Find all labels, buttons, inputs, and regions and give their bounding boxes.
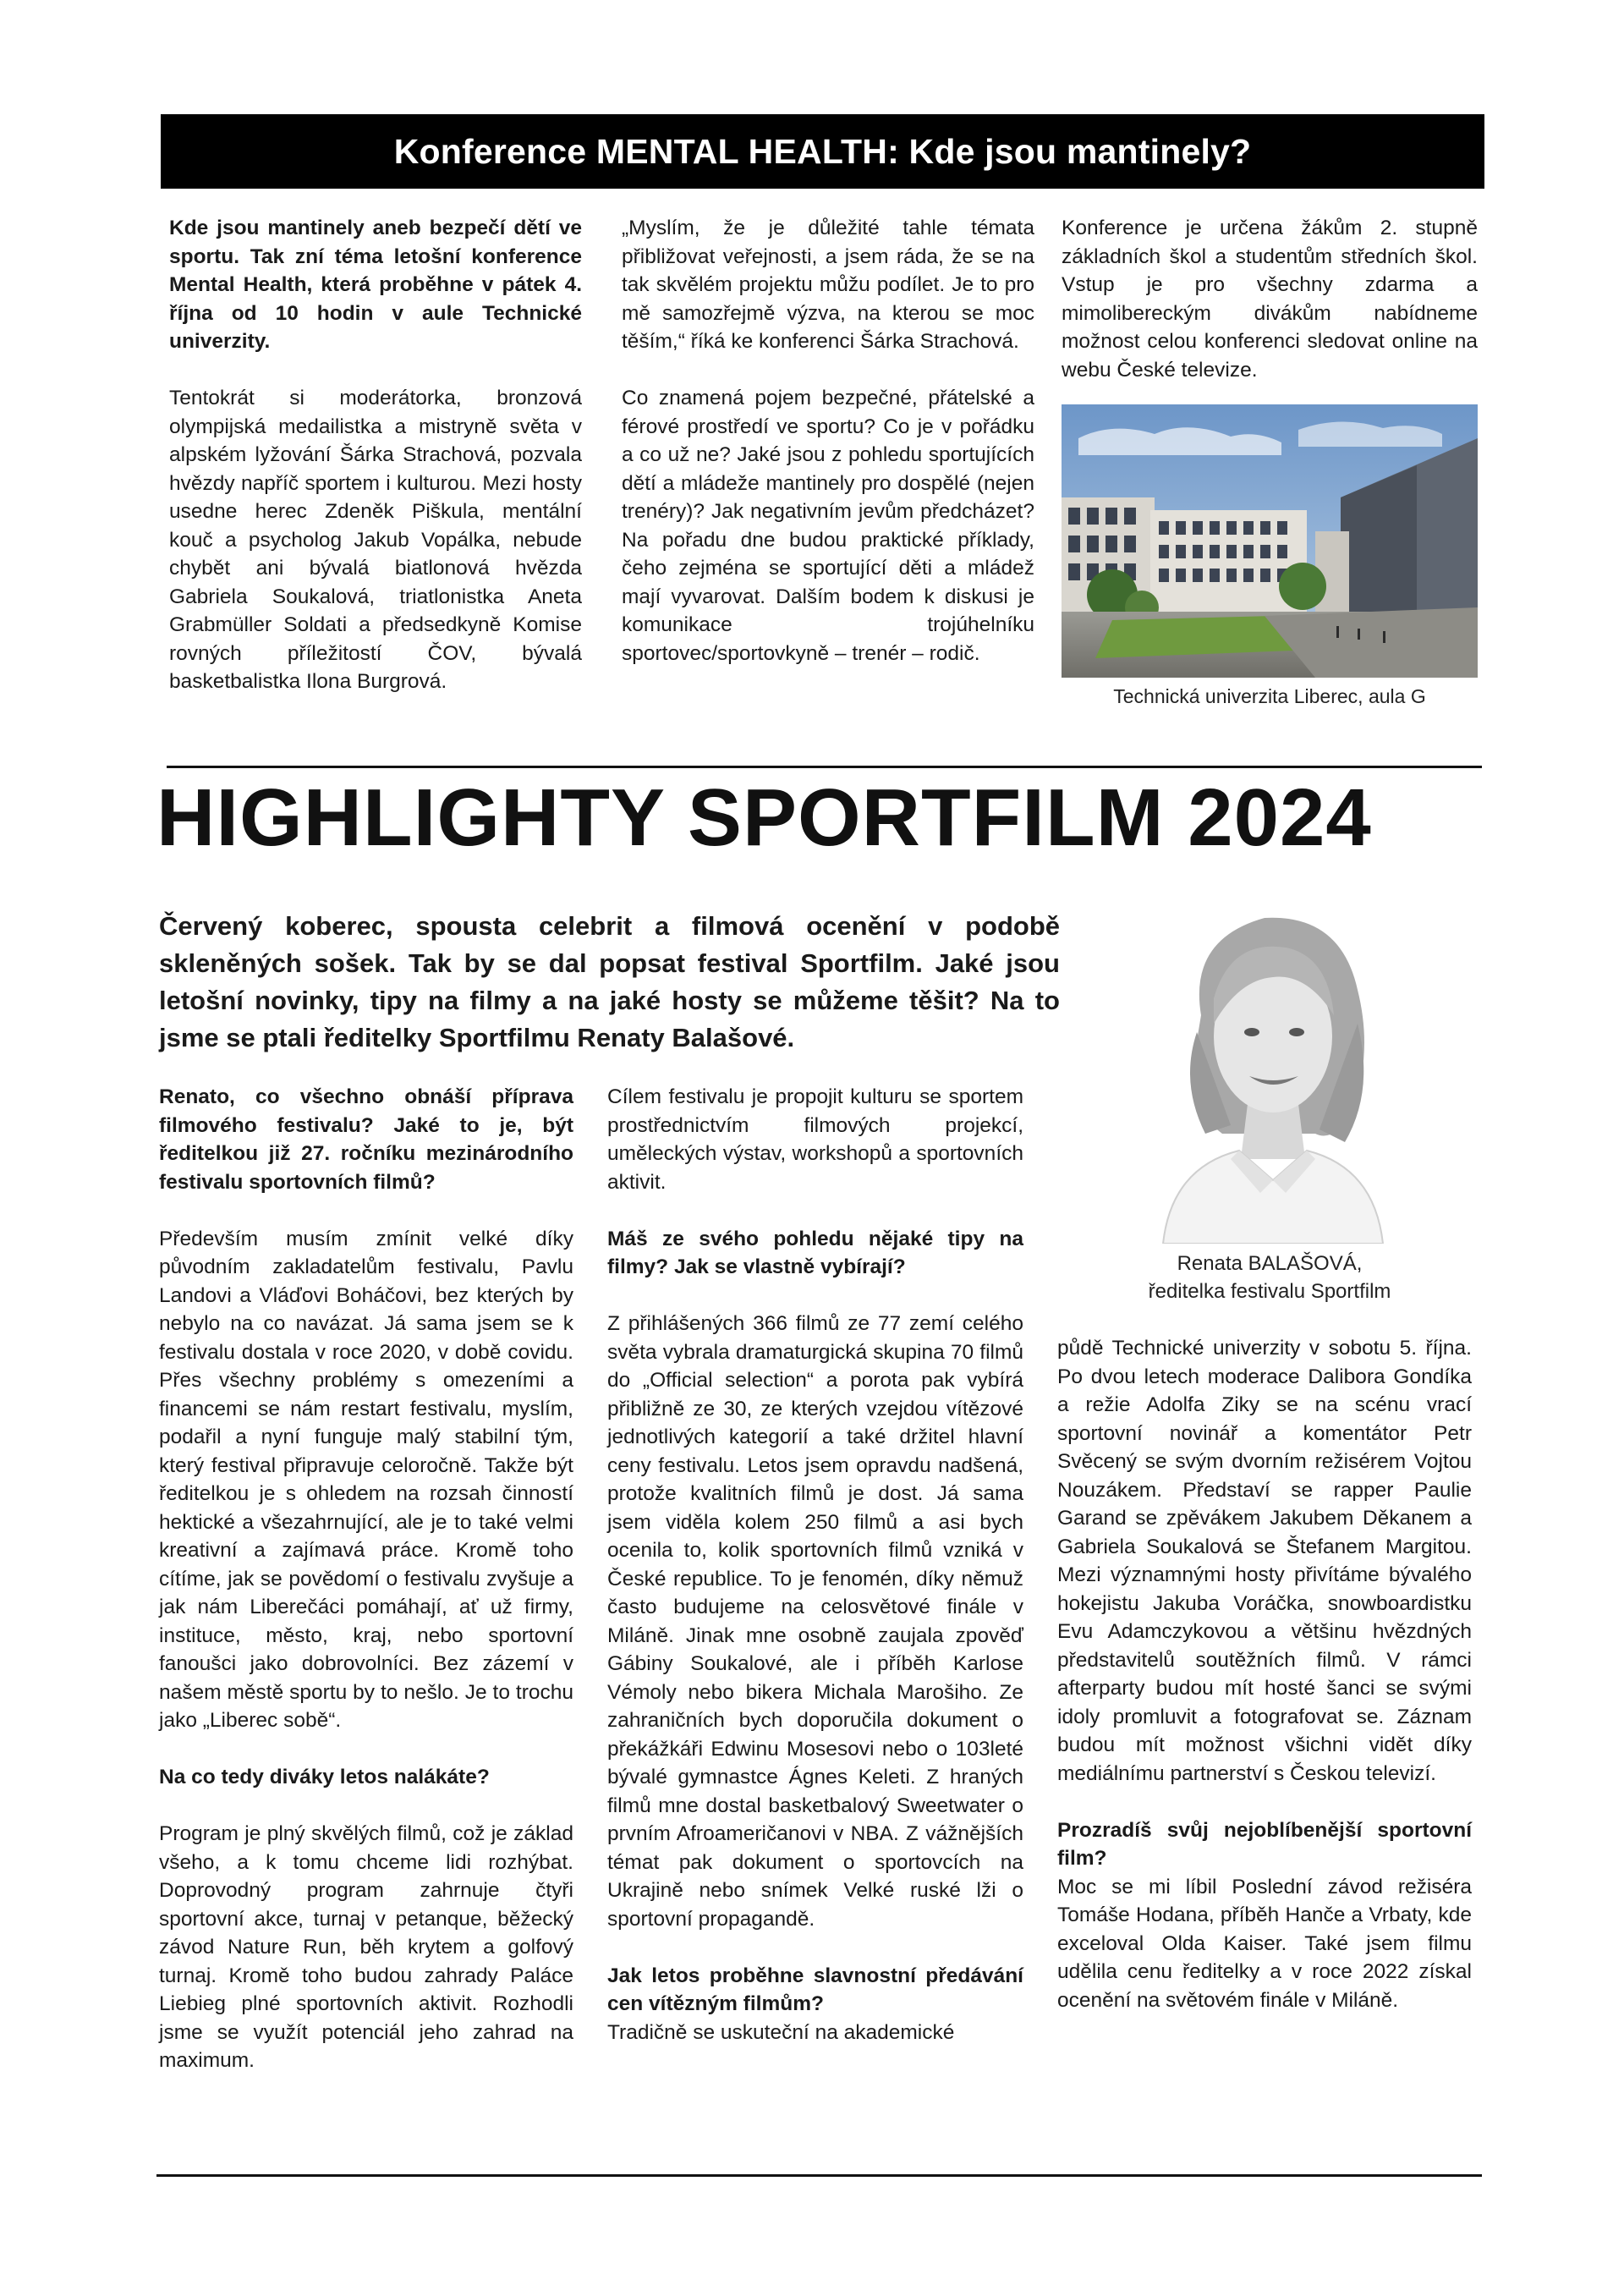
interview-answer: Z přihlášených 366 filmů ze 77 zemí celého světa vybrala dramaturgická skupina 70 filmů do „Official selection“ a porota pak vybírá přibližně ze 30, ze kterých vzejdou vítězové jednotlivých kategorií a také držitel hlavní ceny festivalu. Letos jsem opravdu nadšená, protože kvalitních filmů je dost. Já sama jsem viděla kolem 250 filmů a asi bych ocenila to, kolik sportovních filmů vzniká v České republice. To je fenomén, díky němuž často budujeme na celosvětové finále v Miláně. Jinak mne osobně zaujala zpověď Gábiny Soukalové, ale i příběh Karlose Vémoly nebo bikera Michala Marošiho. Ze zahraničních bych doporučila dokument o překážkáři Edwinu Mosesovi nebo o 103leté bývalé gymnastce Ágnes Keleti. Z hraných filmů mne dostal basketbalový Sweetwater o prvním Afroameričanovi v NBA. Z vážnějších témat pak dokument o sportovcích na Ukrajině nebo snímek Velké ruské lži o sportovní propagandě.	[607, 1312, 1023, 1931]
sportfilm-column-1	[159, 1083, 573, 2075]
interview-question: Máš ze svého pohledu nějaké tipy na filmy? Jak se vlastně vybírají?	[607, 1227, 1023, 1278]
section-divider	[167, 766, 1482, 768]
interview-answer: Cílem festivalu je propojit kulturu se sportem prostřednictvím filmových projekcí, uměleckých výstav, workshopů a sportovních aktivit.	[607, 1085, 1023, 1194]
sportfilm-column-3	[1057, 1334, 1472, 2014]
conference-audience-info: Konference je určena žákům 2. stupně základních škol a studentům středních škol. Vstup je pro všechny zdarma a mimolibereckým divákům nabídneme možnost celou konferenci sledovat online na webu České televize.	[1062, 217, 1478, 382]
portrait-caption-name: Renata BALAŠOVÁ,	[1177, 1252, 1363, 1275]
interview-question: Na co tedy diváky letos nalákáte?	[159, 1766, 490, 1788]
conference-intro: Kde jsou mantinely aneb bezpečí dětí ve sportu. Tak zní téma letošní konference Mental Health, která proběhne v pátek 4. října od 10 hodin v aule Technické univerzity.	[169, 217, 582, 353]
sportfilm-lead: Červený koberec, spousta celebrit a filmová ocenění v podobě skleněných sošek. Tak by se dal popsat festival Sportfilm. Jaké jsou letošní novinky, tipy na filmy a na jaké hosty se můžeme těšit? Na to jsme se ptali ředitelky Sportfilmu Renaty Balašové.	[159, 911, 1060, 1052]
interview-answer: Tradičně se uskuteční na akademické	[607, 2020, 955, 2044]
portrait-caption-role: ředitelka festivalu Sportfilm	[1148, 1280, 1391, 1303]
university-building-image	[1062, 404, 1478, 678]
conference-column-1	[169, 214, 582, 696]
conference-paragraph: Tentokrát si moderátorka, bronzová olympijská medailistka a mistryně světa v alpském lyžování Šárka Strachová, pozvala hvězdy napříč sportem i kulturou. Mezi hosty usedne herec Zdeněk Piškula, mentální kouč a psycholog Jakub Vopálka, nebude chybět ani bývalá biatlonová hvězda Gabriela Soukalová, triatlonistka Aneta Grabmüller Soldati a předsedkyně Komise rovných příležitostí ČOV, bývalá basketbalistka Ilona Burgrová.	[169, 387, 582, 693]
interview-question: Renato, co všechno obnáší příprava filmového festivalu? Jaké to je, být ředitelkou již 27. ročníku mezinárodního festivalu sportovních filmů?	[159, 1085, 573, 1194]
conference-paragraph: Co znamená pojem bezpečné, přátelské a férové prostředí ve sportu? Co je v pořádku a co už ne? Jaké jsou z pohledu sportujících dětí a mládeže mantinely pro dospělé (nejen trenéry)? Jak negativním jevům předcházet? Na pořadu dne budou praktické příklady, čeho zejména se sportující děti a mládež mají vyvarovat. Dalším bodem k diskusi je komunikace trojúhelníku sportovec/sportovkyně – trenér – rodič.	[622, 387, 1034, 665]
conference-column-2	[622, 214, 1034, 668]
bottom-divider	[156, 2174, 1482, 2177]
sportfilm-title: HIGHLIGHTY SPORTFILM 2024	[156, 772, 1372, 863]
strachova-quote: „Myslím, že je důležité tahle témata přibližovat veřejnosti, a jsem ráda, že se na tak skvělém projektu můžu podílet. Je to pro mě samozřejmě výzva, na kterou se moc těším,“ říká ke konferenci Šárka Strachová.	[622, 217, 1034, 353]
interview-question	[607, 1962, 1023, 2047]
conference-banner-title: Konference MENTAL HEALTH: Kde jsou mantinely?	[161, 114, 1484, 189]
interview-answer: Především musím zmínit velké díky původním zakladatelům festivalu, Pavlu Landovi a Vláďovi Boháčovi, bez kterých by nebylo na co navázat. Já sama jsem se k festivalu dostala v roce 2020, v době covidu. Přes všechny problémy s omezeními a financemi se nám restart festivalu, myslím, podařil a nyní funguje malý stabilní tým, který festival připravuje celoročně. Takže být ředitelkou je s ohledem na rozsah činností hektické a všezahrnující, ale je to také velmi kreativní a zajímavá práce. Kromě toho cítíme, jak se povědomí o festivalu zvyšuje a jak nám Liberečáci pomáhají, ať už firmy, instituce, město, kraj, nebo sportovní fanoušci jako dobrovolníci. Bez zázemí v našem městě sportu by to nešlo. Je to trochu jako „Liberec sobě“.	[159, 1227, 573, 1732]
conference-column-3	[1062, 214, 1478, 384]
interview-question-text: Jak letos proběhne slavnostní předávání cen vítězným filmům?	[607, 1964, 1023, 2015]
interview-question	[1057, 1816, 1472, 2015]
university-photo	[1062, 404, 1478, 678]
portrait-photo	[1104, 888, 1434, 1244]
photo-caption: Technická univerzita Liberec, aula G	[1113, 685, 1426, 707]
interview-answer: Program je plný skvělých filmů, což je základ všeho, a k tomu chceme lidi rozhýbat. Doprovodný program zahrnuje čtyři sportovní akce, turnaj v petanque, běžecký závod Nature Run, běh krytem a golfový turnaj. Kromě toho budou zahrady Paláce Liebieg plné sportovních aktivit. Rozhodli jsme se využít potenciál jeho zahrad na maximum.	[159, 1822, 573, 2072]
sportfilm-column-2	[607, 1083, 1023, 2047]
renata-balasova-portrait	[1104, 888, 1434, 1244]
interview-answer: půdě Technické univerzity v sobotu 5. října. Po dvou letech moderace Dalibora Gondíka a režie Adolfa Ziky se na scénu vrací sportovní novinář a komentátor Petr Svěcený se svým dvorním režisérem Vojtou Nouzákem. Představí se rapper Paulie Garand se zpěvákem Jakubem Děkanem a Gabriela Soukalová se Štefanem Margitou. Mezi významnými hosty přivítáme bývalého hokejistu Jakuba Voráčka, snowboardistku Evu Adamczykovou a většinu hvězdných představitelů soutěžních filmů. V rámci afterparty budou mít hosté šanci se svými idoly promluvit a fotografovat se. Záznam budou mít možnost všichni vidět díky mediálnímu partnerství s Českou televizí.	[1057, 1337, 1472, 1785]
interview-question-text: Prozradíš svůj nejoblíbenější sportovní film?	[1057, 1818, 1472, 1870]
interview-answer: Moc se mi líbil Poslední závod režiséra Tomáše Hodana, příběh Hanče a Vrbaty, kde exceloval Olda Kaiser. Také jsem filmu udělila cenu ředitelky a v roce 2022 získal ocenění na světovém finále v Miláně.	[1057, 1875, 1472, 2012]
